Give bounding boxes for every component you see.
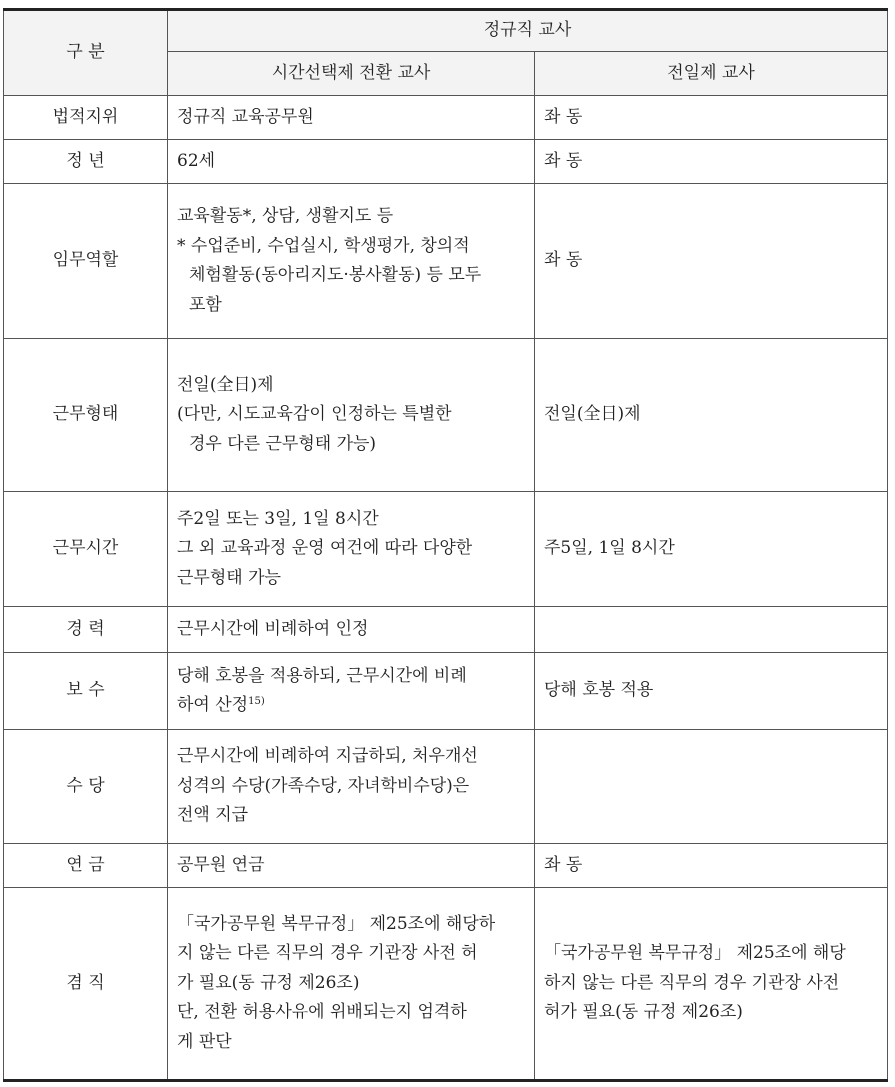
cell-col-a: [168, 492, 535, 607]
cell-line: 단, 전환 허용사유에 위배되는지 엄격하: [177, 1002, 467, 1023]
cell-line: 근무시간에 비례하여 인정: [177, 618, 369, 639]
cell-line: 경우 다른 근무형태 가능): [189, 433, 377, 454]
cell-col-b: [535, 96, 888, 140]
cell-col-a: [168, 184, 535, 339]
cell-line: 성격의 수당(가족수당, 자녀학비수당)은: [177, 775, 470, 796]
cell-col-b: [535, 888, 888, 1081]
cell-col-b: [535, 844, 888, 888]
cell-line: 62세: [177, 150, 216, 171]
cell-col-a: [168, 653, 535, 730]
row-category: 근무형태: [4, 339, 168, 492]
cell-col-b: [535, 730, 888, 844]
cell-line: 포함: [189, 294, 222, 315]
cell-line: 좌 동: [544, 150, 583, 171]
cell-line: 가 필요(동 규정 제26조): [177, 972, 360, 993]
cell-line: 「국가공무원 복무규정」 제25조에 해당하: [177, 913, 496, 934]
cell-col-b: [535, 492, 888, 607]
cell-col-a: [168, 888, 535, 1081]
row-category: 법적지위: [4, 96, 168, 140]
cell-col-a: [168, 844, 535, 888]
cell-line: 전일(全日)제: [177, 374, 274, 395]
comparison-table: [3, 8, 888, 1082]
cell-col-a: [168, 96, 535, 140]
row-category: 정 년: [4, 140, 168, 184]
row-category: 겸 직: [4, 888, 168, 1081]
cell-line: 교육활동*, 상담, 생활지도 등: [177, 206, 394, 226]
cell-line: 체험활동(동아리지도·봉사활동) 등 모두: [189, 265, 482, 285]
row-category: 임무역할: [4, 184, 168, 339]
cell-col-b: [535, 653, 888, 730]
cell-line: (다만, 시도교육감이 인정하는 특별한: [177, 404, 452, 425]
cell-line: 좌 동: [544, 854, 583, 875]
footnote-marker: 15): [248, 696, 265, 707]
cell-line: 지 않는 다른 직무의 경우 기관장 사전 허: [177, 943, 478, 964]
cell-line: 정규직 교육공무원: [177, 106, 314, 127]
row-category: 보 수: [4, 653, 168, 730]
cell-col-a: [168, 607, 535, 653]
cell-line: 당해 호봉을 적용하되, 근무시간에 비례: [177, 665, 467, 686]
cell-line: 근무시간에 비례하여 지급하되, 처우개선: [177, 746, 478, 767]
cell-col-b: [535, 339, 888, 492]
row-category: 연 금: [4, 844, 168, 888]
cell-line: 당해 호봉 적용: [544, 680, 654, 701]
cell-col-b: [535, 140, 888, 184]
cell-line: 좌 동: [544, 106, 583, 127]
cell-text: 하여 산정: [177, 695, 249, 715]
cell-line: * 수업준비, 수업실시, 학생평가, 창의적: [177, 235, 470, 256]
cell-line: 공무원 연금: [177, 854, 265, 875]
cell-col-b: [535, 607, 888, 653]
cell-line: 전일(全日)제: [544, 404, 641, 425]
cell-line: 좌 동: [544, 250, 583, 271]
cell-line: 그 외 교육과정 운영 여건에 따라 다양한: [177, 538, 473, 559]
header-group: 정규직 교사: [168, 10, 888, 52]
cell-col-a: [168, 730, 535, 844]
cell-line: 하지 않는 다른 직무의 경우 기관장 사전: [544, 972, 840, 993]
cell-line: 주5일, 1일 8시간: [544, 538, 675, 559]
header-col-a: 시간선택제 전환 교사: [168, 52, 535, 96]
cell-line: 전액 지급: [177, 805, 249, 826]
cell-line: 허가 필요(동 규정 제26조): [544, 1002, 743, 1023]
cell-line: 근무형태 가능: [177, 567, 281, 588]
row-category: 수 당: [4, 730, 168, 844]
cell-col-b: [535, 184, 888, 339]
cell-col-a: [168, 140, 535, 184]
cell-line: 주2일 또는 3일, 1일 8시간: [177, 508, 379, 529]
cell-line: 「국가공무원 복무규정」 제25조에 해당: [544, 943, 846, 964]
row-category: 근무시간: [4, 492, 168, 607]
cell-line: 게 판단: [177, 1031, 232, 1052]
cell-col-a: [168, 339, 535, 492]
header-col-b: 전일제 교사: [535, 52, 888, 96]
row-category: 경 력: [4, 607, 168, 653]
header-category: 구 분: [4, 10, 168, 96]
cell-line: [177, 691, 525, 721]
